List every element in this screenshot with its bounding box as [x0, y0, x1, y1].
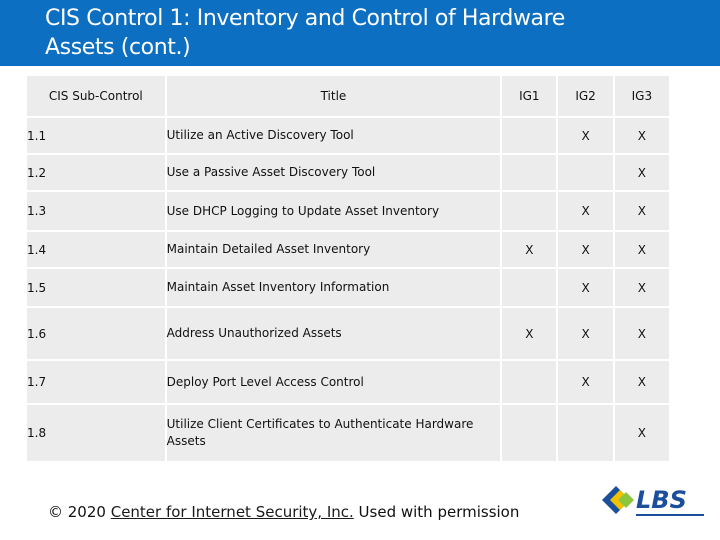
row-ig1: X [502, 232, 556, 267]
row-ig3: X [615, 308, 669, 359]
row-title: Use DHCP Logging to Update Asset Inventory [167, 192, 501, 230]
header-title: Title [167, 76, 501, 116]
copyright-footer [48, 503, 519, 521]
row-id: 1.7 [27, 361, 165, 403]
row-title: Address Unauthorized Assets [167, 308, 501, 359]
row-ig2: X [558, 192, 612, 230]
row-id: 1.1 [27, 118, 165, 153]
header-sub-control: CIS Sub-Control [27, 76, 165, 116]
logo-underline [636, 514, 704, 516]
row-ig3: X [615, 232, 669, 267]
row-id: 1.4 [27, 232, 165, 267]
table-row [27, 232, 669, 267]
row-ig2: X [558, 308, 612, 359]
table-row [27, 361, 669, 403]
row-ig1 [502, 155, 556, 190]
row-ig1 [502, 405, 556, 461]
header-ig3: IG3 [615, 76, 669, 116]
table-row [27, 405, 669, 461]
lbs-logo [598, 476, 710, 524]
row-title: Maintain Detailed Asset Inventory [167, 232, 501, 267]
row-ig3: X [615, 192, 669, 230]
row-ig1 [502, 192, 556, 230]
row-id: 1.6 [27, 308, 165, 359]
row-id: 1.2 [27, 155, 165, 190]
table-header-row [27, 76, 669, 116]
row-ig3: X [615, 269, 669, 306]
row-ig2: X [558, 232, 612, 267]
row-ig3: X [615, 118, 669, 153]
row-ig2: X [558, 361, 612, 403]
footer-prefix: © 2020 [48, 503, 111, 521]
row-ig1 [502, 361, 556, 403]
row-ig2 [558, 405, 612, 461]
table-row [27, 118, 669, 153]
table-row [27, 192, 669, 230]
row-ig2: X [558, 269, 612, 306]
row-title: Use a Passive Asset Discovery Tool [167, 155, 501, 190]
row-ig1: X [502, 308, 556, 359]
table-row [27, 308, 669, 359]
row-id: 1.3 [27, 192, 165, 230]
slide-title [45, 4, 685, 62]
footer-suffix: Used with permission [353, 503, 520, 521]
header-ig1: IG1 [502, 76, 556, 116]
table-row [27, 155, 669, 190]
row-title: Utilize an Active Discovery Tool [167, 118, 501, 153]
title-bar [0, 0, 720, 66]
logo-wordmark: LBS [636, 486, 687, 514]
row-title: Maintain Asset Inventory Information [167, 269, 501, 306]
row-ig1 [502, 269, 556, 306]
row-ig2: X [558, 118, 612, 153]
row-title: Deploy Port Level Access Control [167, 361, 501, 403]
table-row [27, 269, 669, 306]
row-ig3: X [615, 155, 669, 190]
row-ig2 [558, 155, 612, 190]
row-ig1 [502, 118, 556, 153]
slide-title-line-1: CIS Control 1: Inventory and Control of Hardware [45, 6, 565, 31]
lbs-logo-icon [598, 476, 710, 524]
row-ig3: X [615, 361, 669, 403]
row-id: 1.8 [27, 405, 165, 461]
slide-title-line-2: Assets (cont.) [45, 35, 191, 60]
row-title: Utilize Client Certificates to Authenticate Hardware Assets [167, 405, 501, 461]
sub-control-table [25, 74, 671, 463]
cis-link[interactable]: Center for Internet Security, Inc. [110, 503, 354, 521]
row-id: 1.5 [27, 269, 165, 306]
header-ig2: IG2 [558, 76, 612, 116]
row-ig3: X [615, 405, 669, 461]
